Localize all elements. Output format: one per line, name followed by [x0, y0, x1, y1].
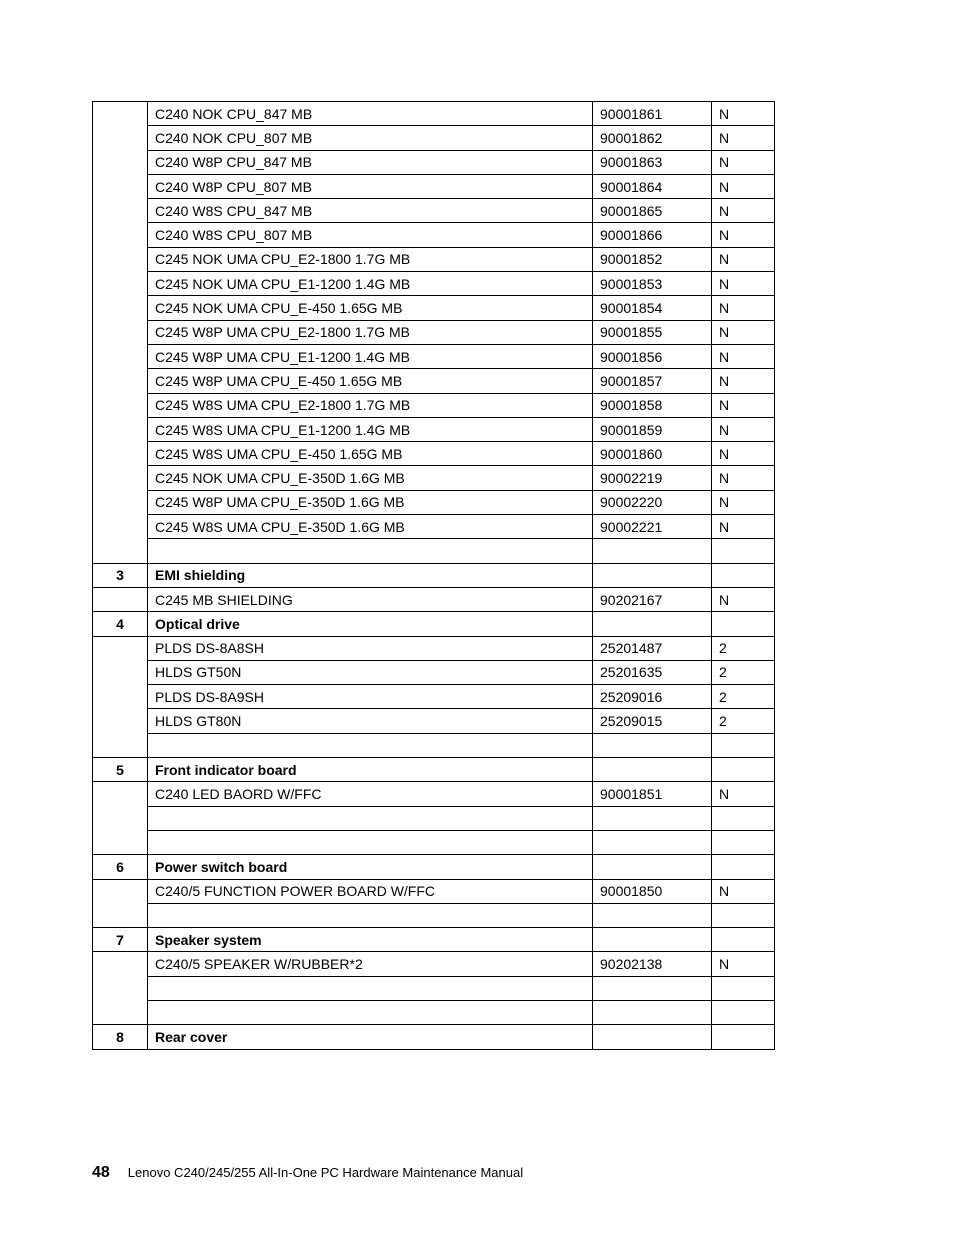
cru-cell [712, 1025, 775, 1049]
table-row [93, 272, 775, 296]
cru-cell [712, 806, 775, 830]
cru-cell: N [712, 952, 775, 976]
table-row [93, 466, 775, 490]
description-cell: C240/5 FUNCTION POWER BOARD W/FFC [148, 879, 593, 903]
fru-cell: 90001861 [593, 102, 712, 126]
fru-cell: 90001860 [593, 442, 712, 466]
cru-cell: 2 [712, 636, 775, 660]
table-row [93, 344, 775, 368]
fru-cell [593, 563, 712, 587]
table-row [93, 952, 775, 976]
description-cell [148, 539, 593, 563]
section-header-row [93, 758, 775, 782]
description-cell [148, 1000, 593, 1024]
cru-cell [712, 733, 775, 757]
table-row [93, 879, 775, 903]
fru-cell [593, 806, 712, 830]
section-index: 3 [93, 563, 148, 587]
cru-cell: N [712, 102, 775, 126]
cru-cell: N [712, 442, 775, 466]
cru-cell: 2 [712, 685, 775, 709]
fru-cell: 90001864 [593, 174, 712, 198]
cru-cell: N [712, 126, 775, 150]
fru-cell: 90001854 [593, 296, 712, 320]
fru-cell [593, 733, 712, 757]
cru-cell [712, 539, 775, 563]
fru-cell [593, 830, 712, 854]
description-cell [148, 733, 593, 757]
section-title: EMI shielding [148, 563, 593, 587]
fru-cell: 90001850 [593, 879, 712, 903]
cru-cell: N [712, 272, 775, 296]
fru-cell: 90202167 [593, 587, 712, 611]
index-cell [93, 952, 148, 1025]
table-row [93, 976, 775, 1000]
cru-cell: N [712, 879, 775, 903]
section-header-row [93, 928, 775, 952]
description-cell: C245 W8P UMA CPU_E2-1800 1.7G MB [148, 320, 593, 344]
fru-cell: 90001856 [593, 344, 712, 368]
fru-cell: 90001862 [593, 126, 712, 150]
table-row [93, 320, 775, 344]
description-cell [148, 806, 593, 830]
table-row [93, 733, 775, 757]
cru-cell [712, 758, 775, 782]
cru-cell: N [712, 296, 775, 320]
section-title: Power switch board [148, 855, 593, 879]
cru-cell [712, 928, 775, 952]
table-row [93, 903, 775, 927]
section-header-row [93, 612, 775, 636]
description-cell: PLDS DS-8A8SH [148, 636, 593, 660]
table-row [93, 369, 775, 393]
description-cell: C245 W8S UMA CPU_E2-1800 1.7G MB [148, 393, 593, 417]
cru-cell: N [712, 150, 775, 174]
fru-cell: 90001852 [593, 247, 712, 271]
table-row [93, 296, 775, 320]
cru-cell: N [712, 490, 775, 514]
description-cell: C245 W8P UMA CPU_E1-1200 1.4G MB [148, 344, 593, 368]
page-footer [92, 1164, 523, 1182]
table-row [93, 709, 775, 733]
fru-cell: 90001866 [593, 223, 712, 247]
cru-cell: N [712, 344, 775, 368]
index-cell [93, 879, 148, 928]
fru-cell: 90001853 [593, 272, 712, 296]
fru-cell: 90002219 [593, 466, 712, 490]
description-cell [148, 976, 593, 1000]
cru-cell [712, 830, 775, 854]
table-row [93, 174, 775, 198]
fru-cell [593, 903, 712, 927]
section-header-row [93, 855, 775, 879]
table-row [93, 587, 775, 611]
cru-cell: 2 [712, 660, 775, 684]
cru-cell: N [712, 174, 775, 198]
cru-cell [712, 976, 775, 1000]
fru-cell [593, 1025, 712, 1049]
fru-cell: 90002220 [593, 490, 712, 514]
description-cell: C245 MB SHIELDING [148, 587, 593, 611]
description-cell [148, 903, 593, 927]
fru-cell: 90202138 [593, 952, 712, 976]
description-cell: C240/5 SPEAKER W/RUBBER*2 [148, 952, 593, 976]
fru-cell: 90001858 [593, 393, 712, 417]
table-row [93, 806, 775, 830]
fru-cell: 90002221 [593, 515, 712, 539]
index-cell [93, 102, 148, 564]
cru-cell [712, 903, 775, 927]
parts-table [92, 101, 775, 1050]
section-title: Front indicator board [148, 758, 593, 782]
cru-cell: N [712, 782, 775, 806]
fru-cell [593, 758, 712, 782]
section-index: 6 [93, 855, 148, 879]
cru-cell: N [712, 393, 775, 417]
table-row [93, 247, 775, 271]
fru-cell [593, 612, 712, 636]
table-row [93, 1000, 775, 1024]
cru-cell: N [712, 369, 775, 393]
description-cell: C245 NOK UMA CPU_E1-1200 1.4G MB [148, 272, 593, 296]
section-index: 4 [93, 612, 148, 636]
table-row [93, 539, 775, 563]
table-row [93, 150, 775, 174]
cru-cell: N [712, 223, 775, 247]
description-cell: PLDS DS-8A9SH [148, 685, 593, 709]
fru-cell: 90001865 [593, 199, 712, 223]
table-row [93, 830, 775, 854]
section-title: Speaker system [148, 928, 593, 952]
description-cell: C245 NOK UMA CPU_E-350D 1.6G MB [148, 466, 593, 490]
description-cell: C245 NOK UMA CPU_E2-1800 1.7G MB [148, 247, 593, 271]
fru-cell [593, 928, 712, 952]
description-cell: C240 NOK CPU_847 MB [148, 102, 593, 126]
table-row [93, 515, 775, 539]
table-row [93, 393, 775, 417]
table-row [93, 685, 775, 709]
fru-cell: 25201487 [593, 636, 712, 660]
index-cell [93, 587, 148, 611]
fru-cell: 25209015 [593, 709, 712, 733]
description-cell: C245 W8S UMA CPU_E1-1200 1.4G MB [148, 417, 593, 441]
description-cell: HLDS GT80N [148, 709, 593, 733]
table-row [93, 126, 775, 150]
table-row [93, 636, 775, 660]
description-cell: C245 W8P UMA CPU_E-350D 1.6G MB [148, 490, 593, 514]
cru-cell: N [712, 320, 775, 344]
parts-table-body [93, 102, 775, 1050]
page-number: 48 [92, 1164, 110, 1181]
cru-cell [712, 612, 775, 636]
index-cell [93, 636, 148, 757]
description-cell: HLDS GT50N [148, 660, 593, 684]
fru-cell: 25209016 [593, 685, 712, 709]
description-cell [148, 830, 593, 854]
table-row [93, 660, 775, 684]
table-row [93, 782, 775, 806]
fru-cell: 90001859 [593, 417, 712, 441]
fru-cell: 90001855 [593, 320, 712, 344]
section-index: 8 [93, 1025, 148, 1049]
description-cell: C245 W8S UMA CPU_E-350D 1.6G MB [148, 515, 593, 539]
fru-cell [593, 539, 712, 563]
fru-cell: 90001851 [593, 782, 712, 806]
description-cell: C240 LED BAORD W/FFC [148, 782, 593, 806]
cru-cell: N [712, 466, 775, 490]
cru-cell: N [712, 515, 775, 539]
table-row [93, 417, 775, 441]
cru-cell: N [712, 417, 775, 441]
fru-cell: 90001857 [593, 369, 712, 393]
description-cell: C240 W8P CPU_807 MB [148, 174, 593, 198]
cru-cell: 2 [712, 709, 775, 733]
section-title: Rear cover [148, 1025, 593, 1049]
cru-cell: N [712, 247, 775, 271]
description-cell: C240 NOK CPU_807 MB [148, 126, 593, 150]
table-row [93, 223, 775, 247]
table-row [93, 442, 775, 466]
section-header-row [93, 563, 775, 587]
section-header-row [93, 1025, 775, 1049]
fru-cell: 25201635 [593, 660, 712, 684]
table-row [93, 199, 775, 223]
cru-cell [712, 1000, 775, 1024]
fru-cell [593, 1000, 712, 1024]
table-row [93, 490, 775, 514]
description-cell: C245 NOK UMA CPU_E-450 1.65G MB [148, 296, 593, 320]
description-cell: C240 W8S CPU_807 MB [148, 223, 593, 247]
cru-cell: N [712, 199, 775, 223]
manual-title: Lenovo C240/245/255 All-In-One PC Hardware Maintenance Manual [127, 1165, 524, 1180]
cru-cell [712, 563, 775, 587]
section-index: 5 [93, 758, 148, 782]
table-row [93, 102, 775, 126]
cru-cell: N [712, 587, 775, 611]
fru-cell [593, 855, 712, 879]
description-cell: C245 W8S UMA CPU_E-450 1.65G MB [148, 442, 593, 466]
description-cell: C245 W8P UMA CPU_E-450 1.65G MB [148, 369, 593, 393]
section-index: 7 [93, 928, 148, 952]
section-title: Optical drive [148, 612, 593, 636]
description-cell: C240 W8P CPU_847 MB [148, 150, 593, 174]
index-cell [93, 782, 148, 855]
description-cell: C240 W8S CPU_847 MB [148, 199, 593, 223]
cru-cell [712, 855, 775, 879]
fru-cell: 90001863 [593, 150, 712, 174]
fru-cell [593, 976, 712, 1000]
